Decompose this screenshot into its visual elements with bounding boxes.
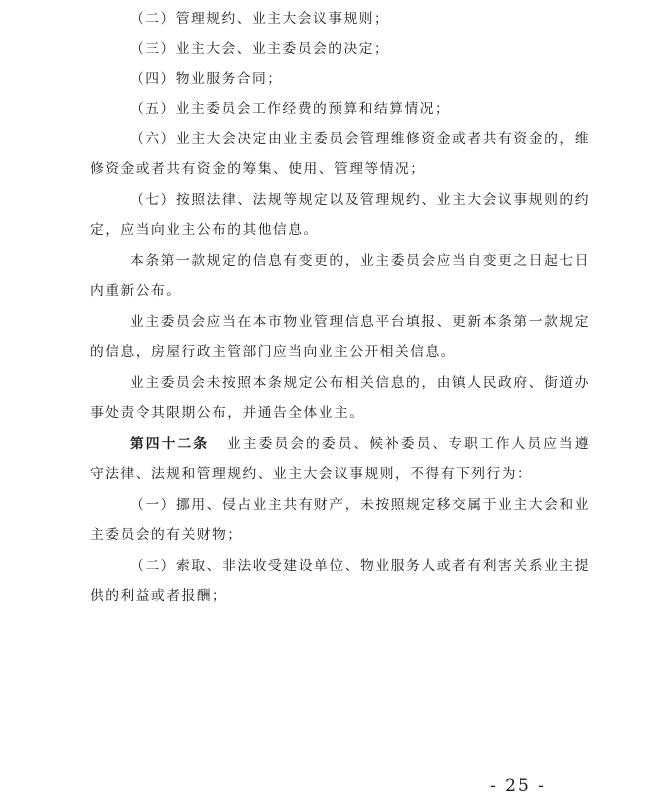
clause-3-decisions: （三）业主大会、业主委员会的决定； [130,41,390,57]
paragraph-failure-to-publish: 业主委员会未按照本条规定公布相关信息的，由镇人民政府、街道办事处责令其限期公布，并通告全体业主。 [90,375,590,422]
article-42-title: 第四十二条 [130,436,210,452]
article-42-body: 业主委员会的委员、候补委员、专职工作人员应当遵守法律、法规和管理规约、业主大会议事规则，不得有下列行为： [90,436,590,483]
clause-5-budget: （五）业主委员会工作经费的预算和结算情况； [130,101,451,117]
article-42 [90,429,590,490]
paragraph-platform-update: 业主委员会应当在本市物业管理信息平台填报、更新本条第一款规定的信息，房屋行政主管部门应当向业主公开相关信息。 [90,314,590,361]
clause-4-service-contract: （四）物业服务合同； [130,71,283,87]
clause-7-other-info: （七）按照法律、法规等规定以及管理规约、业主大会议事规则的约定，应当向业主公布的其他信息。 [90,192,590,239]
clause-2-management-rules: （二）管理规约、业主大会议事规则； [130,11,390,27]
prohibition-2: （二）索取、非法收受建设单位、物业服务人或者有利害关系业主提供的利益或者报酬； [90,558,590,605]
paragraph-change-republish: 本条第一款规定的信息有变更的，业主委员会应当自变更之日起七日内重新公布。 [90,253,590,300]
page-number: - 25 - [490,776,546,796]
prohibition-1: （一）挪用、侵占业主共有财产，未按照规定移交属于业主大会和业主委员会的有关财物； [90,497,590,544]
clause-6-maintenance-funds: （六）业主大会决定由业主委员会管理维修资金或者共有资金的，维修资金或者共有资金的筹集、使用、管理等情况； [90,131,590,178]
